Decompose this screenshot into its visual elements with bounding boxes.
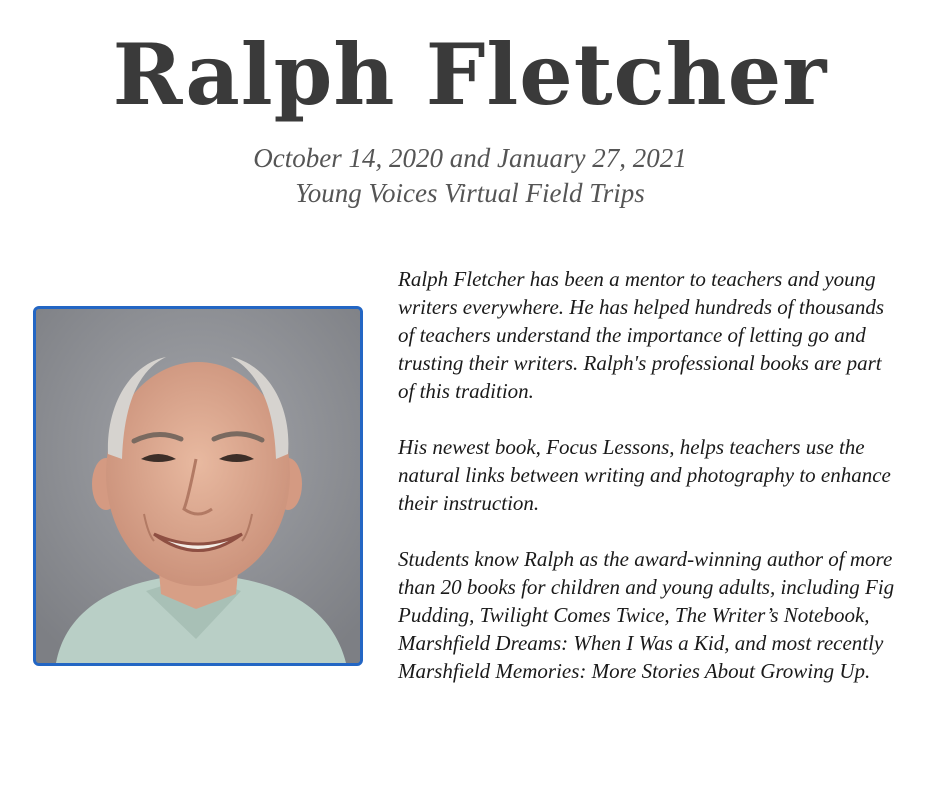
bio-paragraph: His newest book, Focus Lessons, helps teachers use the natural links between writing and photography to enhance their instruction. bbox=[398, 435, 891, 515]
bio-paragraph: Ralph Fletcher has been a mentor to teachers and young writers everywhere. He has helped hundreds of thousands of teachers understand the importance of letting go and trusting their writers. Ralph's professional books are part of this tradition. bbox=[398, 267, 885, 403]
event-dates: October 14, 2020 and January 27, 2021 bbox=[253, 143, 687, 173]
portrait-illustration bbox=[36, 309, 360, 663]
page-title: Ralph Fletcher bbox=[112, 25, 828, 124]
bio-text bbox=[398, 265, 903, 713]
bio-paragraph: Students know Ralph as the award-winning author of more than 20 books for children and young adults, including Fig Pudding, Twilight Comes Twice, The Writer’s Notebook, Marshfield Dreams: When I Was a Kid, and most recently Marshfield Memories: More Stories About Growing Up. bbox=[398, 547, 895, 683]
event-name: Young Voices Virtual Field Trips bbox=[295, 178, 645, 208]
portrait-photo bbox=[33, 306, 363, 666]
